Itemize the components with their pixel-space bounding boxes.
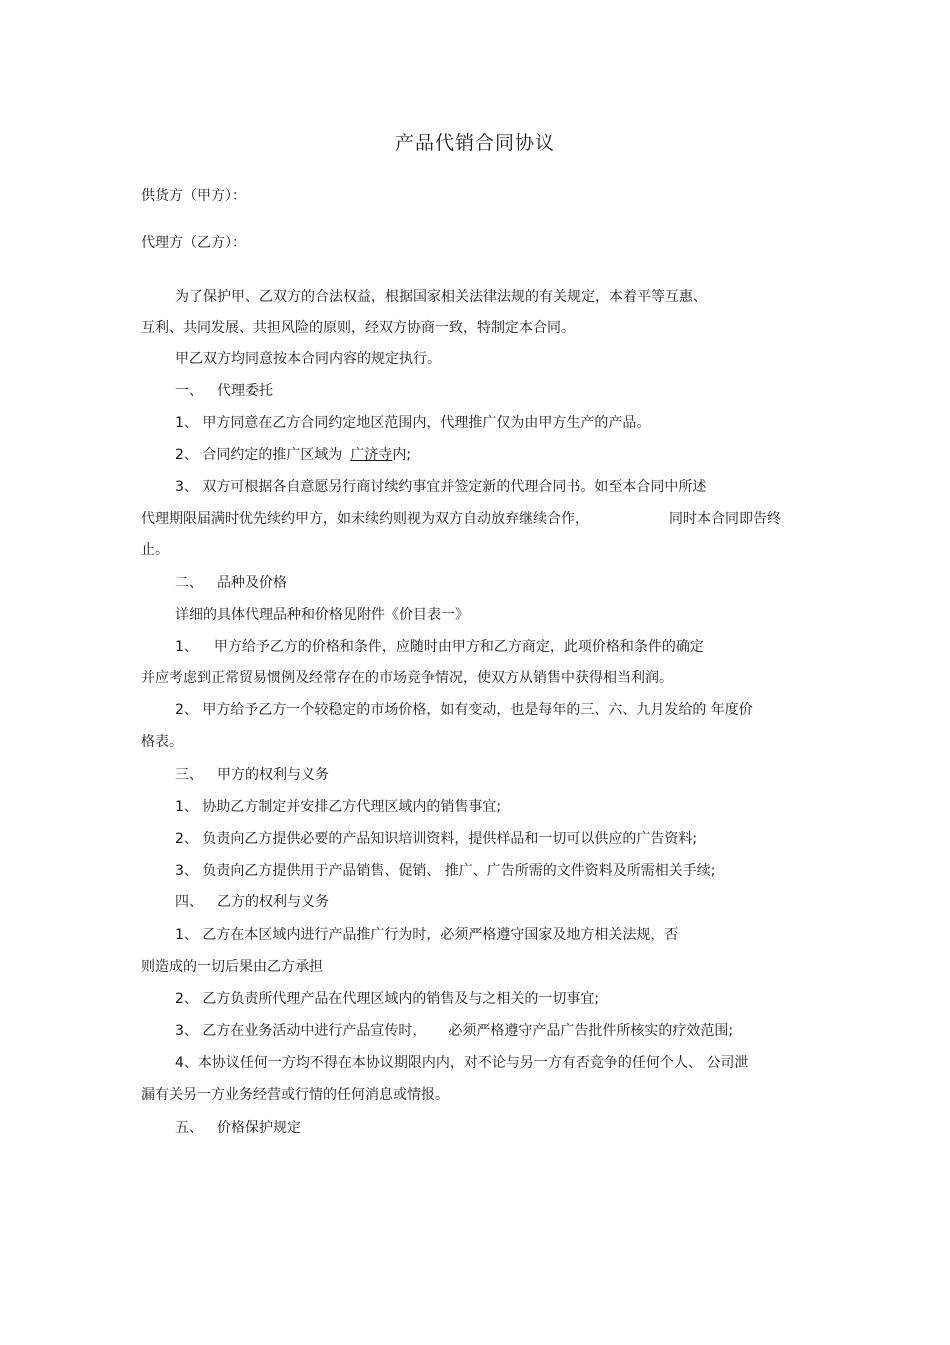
section-4-item-2: 2、 乙方负责所代理产品在代理区域内的销售及与之相关的一切事宜; — [175, 991, 600, 1007]
section-4-item-3-part-a: 3、 乙方在业务活动中进行产品宣传时， — [175, 1023, 427, 1039]
section-1-item-2-prefix: 2、 合同约定的推广区域为 — [175, 447, 343, 463]
section-3-item-2: 2、 负责向乙方提供必要的产品知识培训资料，提供样品和一切可以供应的广告资料; — [175, 831, 698, 847]
section-1-title: 代理委托 — [217, 383, 273, 399]
section-1-heading — [175, 381, 273, 401]
supplier-party-label: 供货方（甲方）： — [141, 188, 246, 204]
section-4-item-1-line-2: 则造成的一切后果由乙方承担 — [141, 959, 323, 975]
section-5-title: 价格保护规定 — [217, 1120, 301, 1136]
section-1-number: 一、 — [175, 383, 203, 399]
section-2-title: 品种及价格 — [217, 575, 287, 591]
section-2-item-2-line-1: 2、 甲方给予乙方一个较稳定的市场价格，如有变动，也是每年的三、六、九月发给的 年度价 — [175, 702, 753, 718]
promotion-area-value: 广济寺 — [350, 447, 393, 463]
section-2-item-2-line-2: 格表。 — [141, 734, 183, 750]
section-4-item-3 — [175, 1021, 733, 1041]
section-1-item-3-line-2b: 同时本合同即告终 — [669, 511, 781, 527]
section-4-number: 四、 — [175, 894, 203, 910]
section-2-intro: 详细的具体代理品种和价格见附件《价目表一》 — [175, 607, 469, 623]
section-1-item-1: 1、 甲方同意在乙方合同约定地区范围内，代理推广仅为由甲方生产的产品。 — [175, 415, 651, 431]
agent-party-label: 代理方（乙方）： — [141, 235, 246, 251]
section-2-number: 二、 — [175, 575, 203, 591]
section-5-heading — [175, 1118, 301, 1138]
section-2-item-1-line-1 — [175, 637, 704, 657]
section-1-item-3-line-2a: 代理期限届满时优先续约甲方，如未续约则视为双方自动放弃继续合作， — [141, 511, 589, 527]
section-4-item-3-part-b: 必须严格遵守产品广告批件所核实的疗效范围; — [448, 1023, 734, 1039]
preamble-paragraph-2: 甲乙双方均同意按本合同内容的规定执行。 — [175, 351, 441, 367]
section-4-heading — [175, 892, 329, 912]
section-5-number: 五、 — [175, 1120, 203, 1136]
section-3-item-1: 1、 协助乙方制定并安排乙方代理区域内的销售事宜; — [175, 799, 502, 815]
section-4-item-4-line-1: 4、本协议任何一方均不得在本协议期限内内，对不论与另一方有否竞争的任何个人、 公司泄 — [175, 1055, 749, 1071]
preamble-line-1: 为了保护甲、乙双方的合法权益，根据国家相关法律法规的有关规定，本着平等互惠、 — [175, 289, 707, 305]
section-2-item-1-text: 甲方给予乙方的价格和条件，应随时由甲方和乙方商定，此项价格和条件的确定 — [213, 639, 704, 655]
section-1-item-2 — [175, 445, 411, 465]
section-1-item-3-line-3: 止。 — [141, 542, 169, 558]
section-4-item-1-line-1: 1、 乙方在本区域内进行产品推广行为时，必须严格遵守国家及地方相关法规，否 — [175, 927, 679, 943]
section-4-item-4-line-2: 漏有关另一方业务经营或行情的任何消息或情报。 — [141, 1087, 449, 1103]
section-3-item-3: 3、 负责向乙方提供用于产品销售、促销、 推广、广告所需的文件资料及所需相关手续; — [175, 863, 716, 879]
section-1-item-2-suffix: 内; — [392, 447, 412, 463]
section-3-number: 三、 — [175, 767, 203, 783]
section-2-item-1-line-2: 并应考虑到正常贸易惯例及经常存在的市场竞争情况，使双方从销售中获得相当利润。 — [141, 670, 673, 686]
preamble-line-2: 互利、共同发展、共担风险的原则，经双方协商一致，特制定本合同。 — [141, 320, 575, 336]
section-2-heading — [175, 573, 287, 593]
section-2-item-1-number: 1、 — [175, 639, 198, 655]
section-4-title: 乙方的权利与义务 — [217, 894, 329, 910]
document-title: 产品代销合同协议 — [394, 132, 555, 154]
section-1-item-3-line-1: 3、 双方可根据各自意愿另行商讨续约事宜并签定新的代理合同书。如至本合同中所述 — [175, 479, 707, 495]
section-3-title: 甲方的权利与义务 — [217, 767, 329, 783]
section-3-heading — [175, 765, 329, 785]
